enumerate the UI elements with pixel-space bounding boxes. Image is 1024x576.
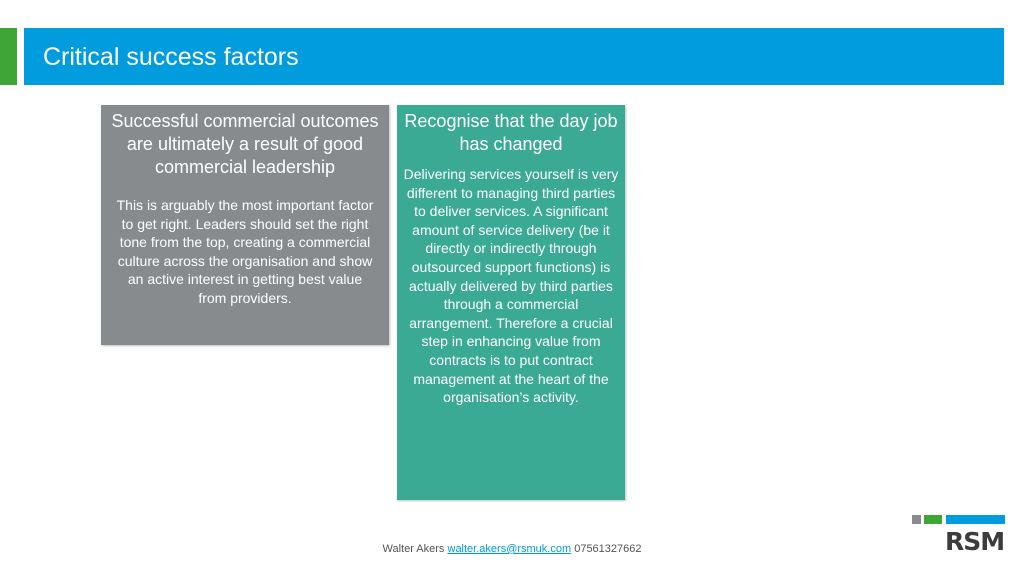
leadership-card-heading: Successful commercial outcomes are ultimately a result of good commercial leadership [111,111,379,177]
footer-phone: 07561327662 [574,543,642,555]
footer-name: Walter Akers [382,543,445,555]
logo-blue-bar [946,515,1005,524]
leadership-card-body: This is arguably the most important factor to get right. Leaders should set the right tone from the top, creating a commercial culture across the organisation and show an active interest in getting best value from providers. [116,197,374,306]
rsm-logo [912,515,1005,560]
footer-contact [0,543,1024,555]
logo-green-bar [924,515,942,524]
logo-grey-square [912,515,921,524]
day-job-card-heading: Recognise that the day job has changed [404,111,618,154]
leadership-card [101,105,389,345]
footer-email-link[interactable]: walter.akers@rsmuk.com [447,543,572,555]
slide-title: Critical success factors [43,43,299,71]
logo-text: RSM [945,527,1005,556]
day-job-card [397,105,625,500]
title-accent-bar [0,28,17,85]
day-job-card-body: Delivering services yourself is very different to managing third parties to deliver services. A significant amount of service delivery (be it directly or indirectly through outsourced support functions) is actually delivered by third parties through a commercial arrangement. Therefore a crucial step in enhancing value from contracts is to put contract management at the heart of the organisation’s activity. [403,166,619,406]
title-bar [24,28,1004,85]
